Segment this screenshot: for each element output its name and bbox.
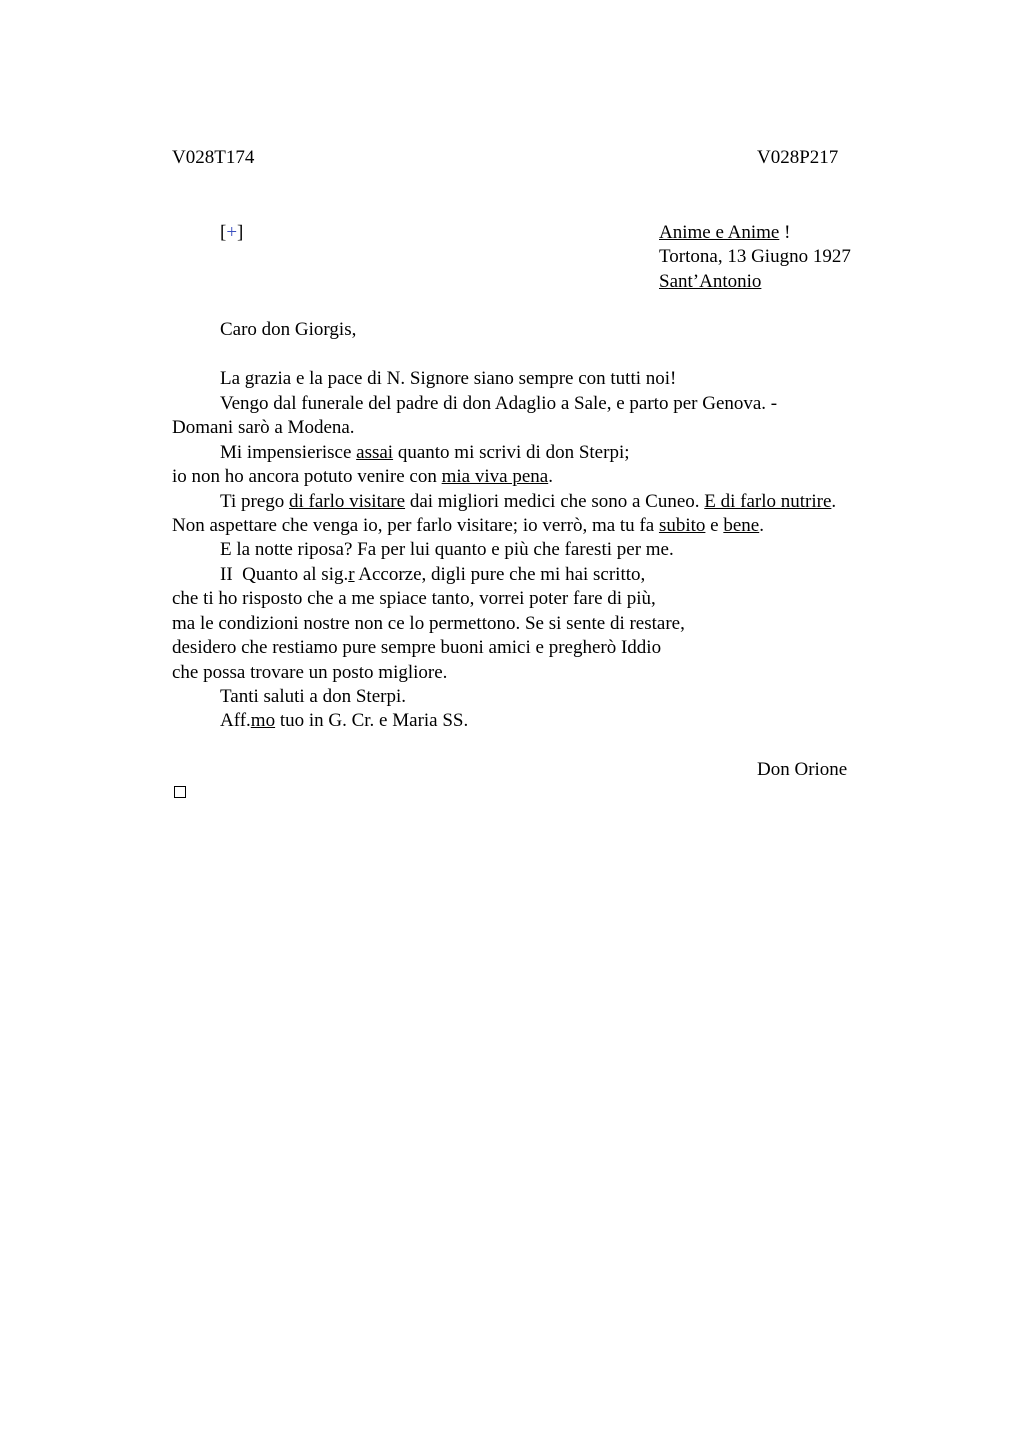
signature: Don Orione [757, 759, 848, 780]
body-line: che possa trovare un posto migliore. [172, 662, 448, 683]
body-line: desidero che restiamo pure sempre buoni amici e pregherò Iddio [172, 637, 662, 658]
cross-icon: + [226, 222, 238, 243]
body-line: La grazia e la pace di N. Signore siano sempre con tutti noi! [220, 368, 677, 389]
closing-line: Aff.mo tuo in G. Cr. e Maria SS. [220, 710, 469, 731]
body-line: Ti prego di farlo visitare dai migliori medici che sono a Cuneo. E di farlo nutrire. [220, 491, 837, 512]
place-date: Tortona, 13 Giugno 1927 [659, 246, 851, 267]
body-line: E la notte riposa? Fa per lui quanto e più che faresti per me. [220, 539, 674, 560]
body-line: II Quanto al sig.r Accorze, digli pure che mi hai scritto, [220, 564, 646, 585]
body-line: Tanti saluti a don Sterpi. [220, 686, 407, 707]
feast-day: Sant’Antonio [659, 271, 762, 292]
body-line: Mi impensierisce assai quanto mi scrivi di don Sterpi; [220, 442, 630, 463]
doc-code-right: V028P217 [757, 147, 839, 168]
body-line: io non ho ancora potuto venire con mia viva pena. [172, 466, 553, 487]
body-line: ma le condizioni nostre non ce lo permettono. Se si sente di restare, [172, 613, 685, 634]
salutation: Caro don Giorgis, [220, 319, 357, 340]
motto: Anime e Anime ! [659, 222, 791, 243]
body-line: Domani sarò a Modena. [172, 417, 355, 438]
body-line: Non aspettare che venga io, per farlo visitare; io verrò, ma tu fa subito e bene. [172, 515, 764, 536]
body-line: che ti ho risposto che a me spiace tanto, vorrei poter fare di più, [172, 588, 656, 609]
end-marker-icon [174, 786, 186, 798]
doc-code-left: V028T174 [172, 147, 255, 168]
body-line: Vengo dal funerale del padre di don Adaglio a Sale, e parto per Genova. - [220, 393, 778, 414]
cross-mark: [+] [220, 222, 244, 243]
